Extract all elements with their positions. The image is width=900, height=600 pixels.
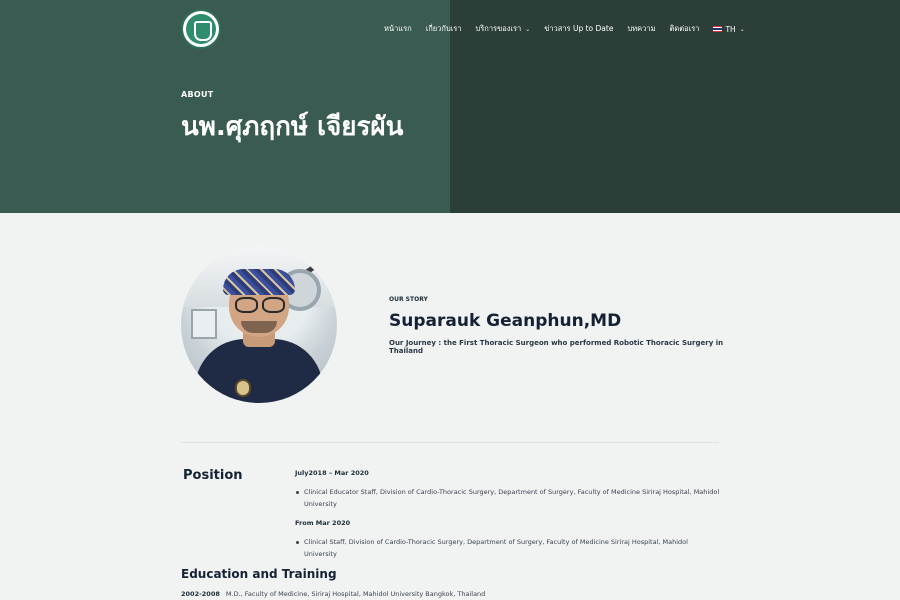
page-title: นพ.ศุภฤกษ์ เจียรผัน [181, 112, 404, 142]
photo-surgical-cap [223, 269, 295, 295]
photo-scrubs [195, 339, 323, 403]
thai-flag-icon [713, 26, 722, 32]
site-logo[interactable] [181, 9, 221, 49]
nav-item-services[interactable] [476, 22, 531, 36]
position-period: July2018 – Mar 2020 [295, 469, 369, 477]
chevron-down-icon: ⌄ [739, 25, 745, 33]
nav-label: เกี่ยวกับเรา [425, 24, 462, 33]
story-label: OUR STORY [389, 296, 428, 303]
section-divider [181, 442, 719, 443]
education-row [181, 590, 485, 598]
nav-label: บทความ [627, 24, 656, 33]
position-period: From Mar 2020 [295, 519, 351, 527]
photo-glasses [235, 297, 285, 309]
nav-label: หน้าแรก [384, 24, 412, 33]
hero-section [0, 0, 900, 213]
language-switcher[interactable] [713, 22, 744, 36]
nav-label: ติดต่อเรา [669, 24, 700, 33]
education-text: M.D., Faculty of Medicine, Siriraj Hospital, Mahidol University Bangkok, Thailand [225, 590, 486, 598]
education-year: 2002-2008 [181, 590, 220, 598]
position-heading: Position [183, 468, 243, 483]
doctor-name: Suparauk Geanphun,MD [389, 311, 622, 331]
chevron-down-icon: ⌄ [525, 25, 531, 33]
journey-subtitle: Our Journey : the First Thoracic Surgeon who performed Robotic Thoracic Surgery in Thailand [389, 339, 724, 356]
main-nav [384, 22, 745, 36]
nav-label: ข่าวสาร Up to Date [544, 24, 614, 33]
nav-label: บริการของเรา [475, 24, 522, 33]
section-label: ABOUT [181, 90, 214, 99]
nav-item-contact[interactable] [670, 22, 700, 36]
photo-badge [235, 379, 251, 397]
education-heading: Education and Training [181, 567, 337, 581]
language-label: TH [725, 24, 736, 34]
nav-item-news[interactable] [544, 22, 613, 36]
position-item: Clinical Staff, Division of Cardio-Thoracic Surgery, Department of Surgery, Faculty of Medicine Siriraj Hospital, Mahidol University [304, 536, 722, 560]
photo-monitor [191, 309, 217, 339]
logo-emblem-icon [186, 14, 216, 44]
doctor-photo [181, 247, 337, 403]
nav-item-articles[interactable] [627, 22, 655, 36]
nav-item-about[interactable] [426, 22, 462, 36]
nav-item-home[interactable] [384, 22, 412, 36]
position-item: Clinical Educator Staff, Division of Cardio-Thoracic Surgery, Department of Surgery, Faculty of Medicine Siriraj Hospital, Mahidol University [304, 486, 722, 510]
